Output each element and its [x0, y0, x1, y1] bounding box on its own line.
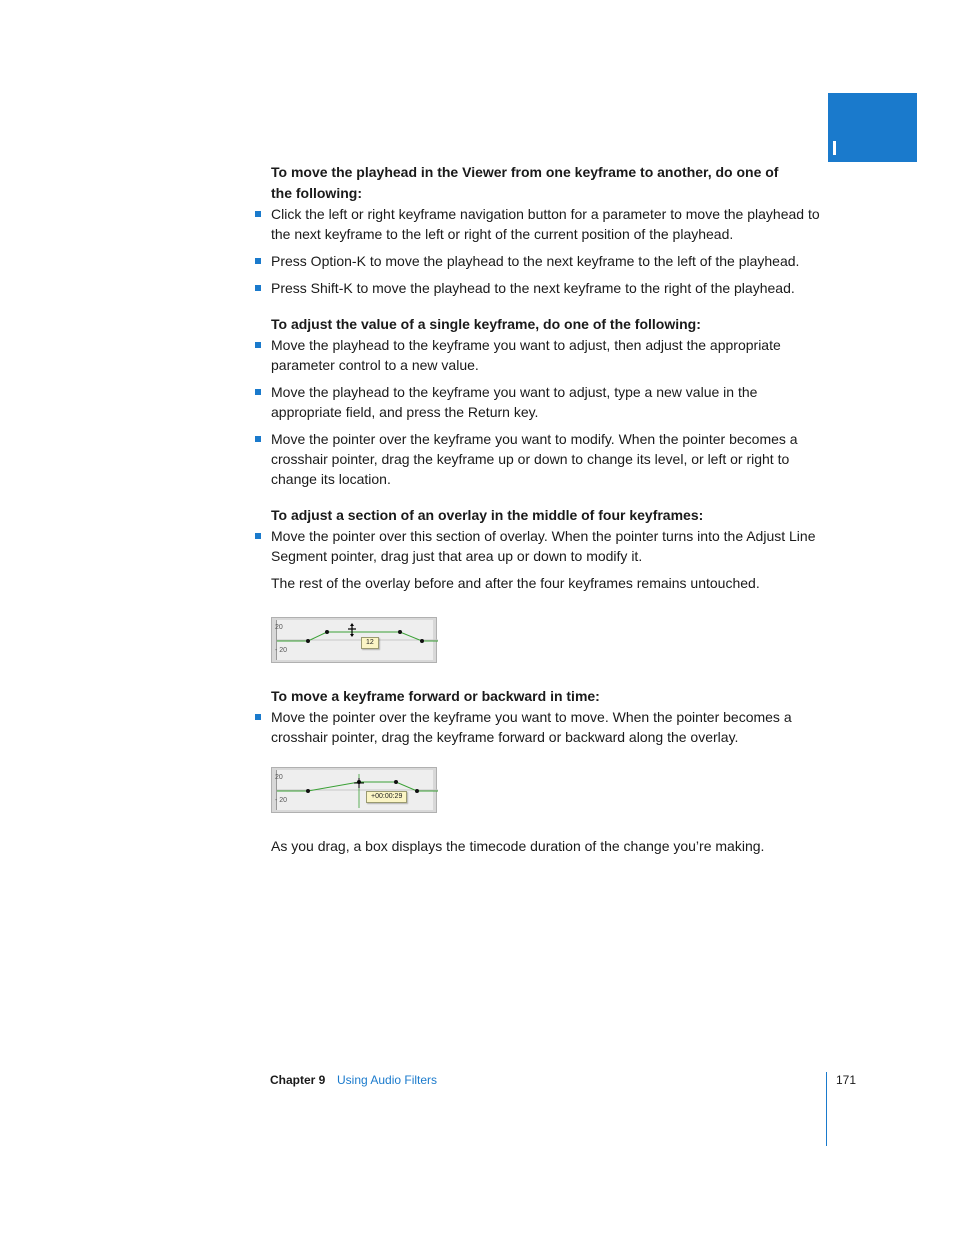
- bullet-list: [271, 335, 831, 489]
- list-item: Move the pointer over the keyframe you want to modify. When the pointer becomes a crosshair pointer, drag the keyframe up or down to change its level, or left or right to change its location.: [271, 429, 831, 489]
- adjust-line-segment-pointer-icon: [348, 623, 356, 637]
- list-item: Move the playhead to the keyframe you want to adjust, then adjust the appropriate parameter control to a new value.: [271, 335, 831, 375]
- level-label-top: 20: [275, 624, 283, 631]
- keyframe-point[interactable]: [398, 630, 402, 634]
- level-label-bottom: - 20: [275, 647, 288, 654]
- overlay-segment-figure: [271, 617, 437, 663]
- list-item: Press Option-K to move the playhead to the next keyframe to the left of the playhead.: [271, 251, 831, 271]
- overlay-graph: [272, 618, 438, 664]
- keyframe-point[interactable]: [306, 639, 310, 643]
- list-item: Press Shift-K to move the playhead to the next keyframe to the right of the playhead.: [271, 278, 831, 298]
- footer-divider: [826, 1072, 827, 1146]
- bullet-list: [271, 526, 831, 566]
- chapter-tab-marker: [833, 141, 836, 155]
- section-heading: To move the playhead in the Viewer from one keyframe to another, do one of the following:: [271, 164, 779, 201]
- bullet-list: [271, 707, 831, 747]
- keyframe-point[interactable]: [394, 780, 398, 784]
- keyframe-point[interactable]: [325, 630, 329, 634]
- list-item: Move the pointer over this section of overlay. When the pointer turns into the Adjust Line Segment pointer, drag just that area up or down to modify it.: [271, 526, 831, 566]
- crosshair-pointer-icon: [354, 778, 364, 788]
- page-number: 171: [836, 1073, 857, 1087]
- timecode-tooltip: +00:00:29: [366, 791, 407, 803]
- bullet-list: [271, 204, 831, 298]
- list-item: Click the left or right keyframe navigation button for a parameter to move the playhead to the next keyframe to the left or right of the current position of the playhead.: [271, 204, 831, 244]
- page-content: [271, 162, 831, 856]
- footer-chapter: Chapter 9: [270, 1073, 326, 1087]
- level-label-bottom: - 20: [275, 797, 288, 804]
- section-heading: To adjust the value of a single keyframe, do one of the following:: [271, 316, 701, 332]
- overlay-graph: [272, 768, 438, 814]
- section-heading: To move a keyframe forward or backward in time:: [271, 688, 600, 704]
- keyframe-point[interactable]: [306, 789, 310, 793]
- section-heading: To adjust a section of an overlay in the middle of four keyframes:: [271, 507, 704, 523]
- value-tooltip: 12: [361, 637, 379, 649]
- footer-chapter-title[interactable]: Using Audio Filters: [337, 1073, 438, 1087]
- keyframe-point[interactable]: [420, 639, 424, 643]
- note-text: The rest of the overlay before and after the four keyframes remains untouched.: [271, 575, 760, 591]
- keyframe-point[interactable]: [415, 789, 419, 793]
- chapter-tab: [828, 93, 917, 162]
- list-item: Move the playhead to the keyframe you want to adjust, type a new value in the appropriate field, and press the Return key.: [271, 382, 831, 422]
- level-label-top: 20: [275, 774, 283, 781]
- note-text: As you drag, a box displays the timecode duration of the change you’re making.: [271, 838, 765, 854]
- list-item: Move the pointer over the keyframe you want to move. When the pointer becomes a crosshair pointer, drag the keyframe forward or backward along the overlay.: [271, 707, 831, 747]
- keyframe-move-figure: [271, 767, 437, 813]
